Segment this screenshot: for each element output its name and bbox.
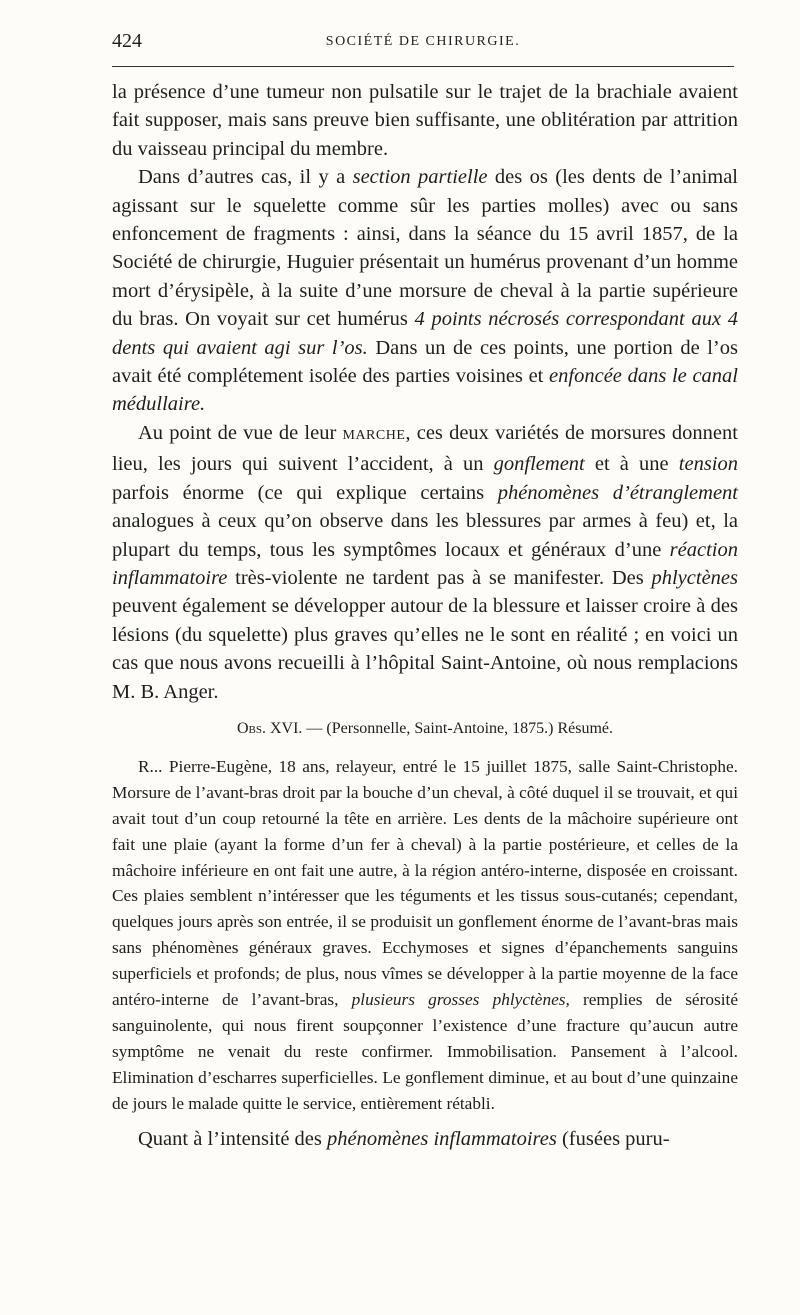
observation-subtitle: — (Personnelle, Saint-Antoine, 1875.) Résumé. [302, 719, 614, 737]
paragraph-4: R... Pierre-Eugène, 18 ans, relayeur, entré le 15 juillet 1875, salle Saint-Christophe. Morsure de l’avant-bras droit par la bouche d’un cheval, à côté duquel il se trouvait, et qui avait tout d’un coup retourné la tête en arrière. Les dents de la mâchoire supérieure ont fait une plaie (ayant la forme d’un fer à cheval) à la partie postérieure, et celles de la mâchoire inférieure en ont fait une autre, à la région antéro-interne, disposée en croissant. Ces plaies semblent n’intéresser que les téguments et les tissus sous-cutanés; cependant, quelques jours après son entrée, il se produisit un gonflement énorme de l’avant-bras mais sans phénomènes généraux graves. Ecchymoses et signes d’épanchements sanguins superficiels et profonds; de plus, nous vîmes se développer à la partie moyenne de la face antéro-interne de l’avant-bras, plusieurs grosses phlyctènes, remplies de sérosité sanguinolente, qui nous firent soupçonner l’existence d’une fracture qu’aucun autre symptôme ne venait du reste confirmer. Immobilisation. Pansement à l’alcool. Elimination d’escharres superficielles. Le gonflement diminue, et au bout d’une quinzaine de jours le malade quitte le service, entièrement rétabli. [112, 756, 738, 1113]
paragraph-3: Au point de vue de leur MARCHE, ces deux variétés de morsures donnent lieu, les jours qui suivent l’accident, à un gonflement et à une tension parfois énorme (ce qui explique certains phénomènes d’étranglement analogues à ceux qu’on observe dans les blessures par armes à feu) et, la plupart du temps, tous les symptômes locaux et généraux d’une réaction inflammatoire très-violente ne tardent pas à se manifester. Des phlyctènes peuvent également se développer autour de la blessure et laisser croire à des lésions (du squelette) plus graves qu’elles ne le sont en réalité ; en voici un cas que nous avons recueilli à l’hôpital Saint-Antoine, où nous remplacions M. B. Anger. [112, 421, 738, 703]
emphasis: tension [678, 453, 738, 476]
emphasis: enfoncée dans le canal médullaire. [112, 365, 738, 416]
emphasis: 4 points nécrosés correspondant aux 4 dents qui avaient agi sur l’os. [112, 308, 738, 359]
page-header [112, 30, 734, 56]
paragraph-2: Dans d’autres cas, il y a section partielle des os (les dents de l’animal agissant sur le squelette comme sûr les parties molles) avec ou sans enfoncement de fragments : ainsi, dans la séance du 15 avril 1857, de la Société de chirurgie, Huguier présentait un humérus provenant d’un homme mort d’érysipèle, à la suite d’une morsure de cheval à la partie supérieure du bras. On voyait sur cet humérus 4 points nécrosés correspondant aux 4 dents qui avaient agi sur l’os. Dans un de ces points, une portion de l’os avait été complétement isolée des parties voisines et enfoncée dans le canal médullaire. [112, 166, 738, 416]
header-rule [112, 66, 734, 67]
emphasis: gonflement [493, 453, 585, 476]
body-text [112, 78, 738, 1153]
emphasis: phénomènes d’étranglement [497, 481, 738, 504]
small-caps-term: MARCHE [342, 427, 406, 443]
observation-label: Obs. XVI. [236, 719, 303, 737]
running-head: SOCIÉTÉ DE CHIRURGIE. [325, 34, 521, 49]
emphasis: réaction inflammatoire [112, 538, 738, 589]
observation-block [112, 754, 738, 1117]
emphasis: phénomènes inflammatoires [327, 1127, 557, 1150]
page-number: 424 [112, 30, 142, 52]
emphasis: phlyctènes [651, 566, 738, 589]
emphasis: plusieurs grosses phlyctènes, [351, 990, 570, 1010]
paragraph-1: la présence d’une tumeur non pulsatile sur le trajet de la brachiale avaient fait supposer, mais sans preuve bien suffisante, une oblitération par attrition du vaisseau principal du membre. [112, 81, 738, 160]
paragraph-5: Quant à l’intensité des phénomènes inflammatoires (fusées puru- [138, 1127, 670, 1150]
emphasis: section partielle [352, 166, 488, 189]
observation-heading [112, 718, 738, 740]
